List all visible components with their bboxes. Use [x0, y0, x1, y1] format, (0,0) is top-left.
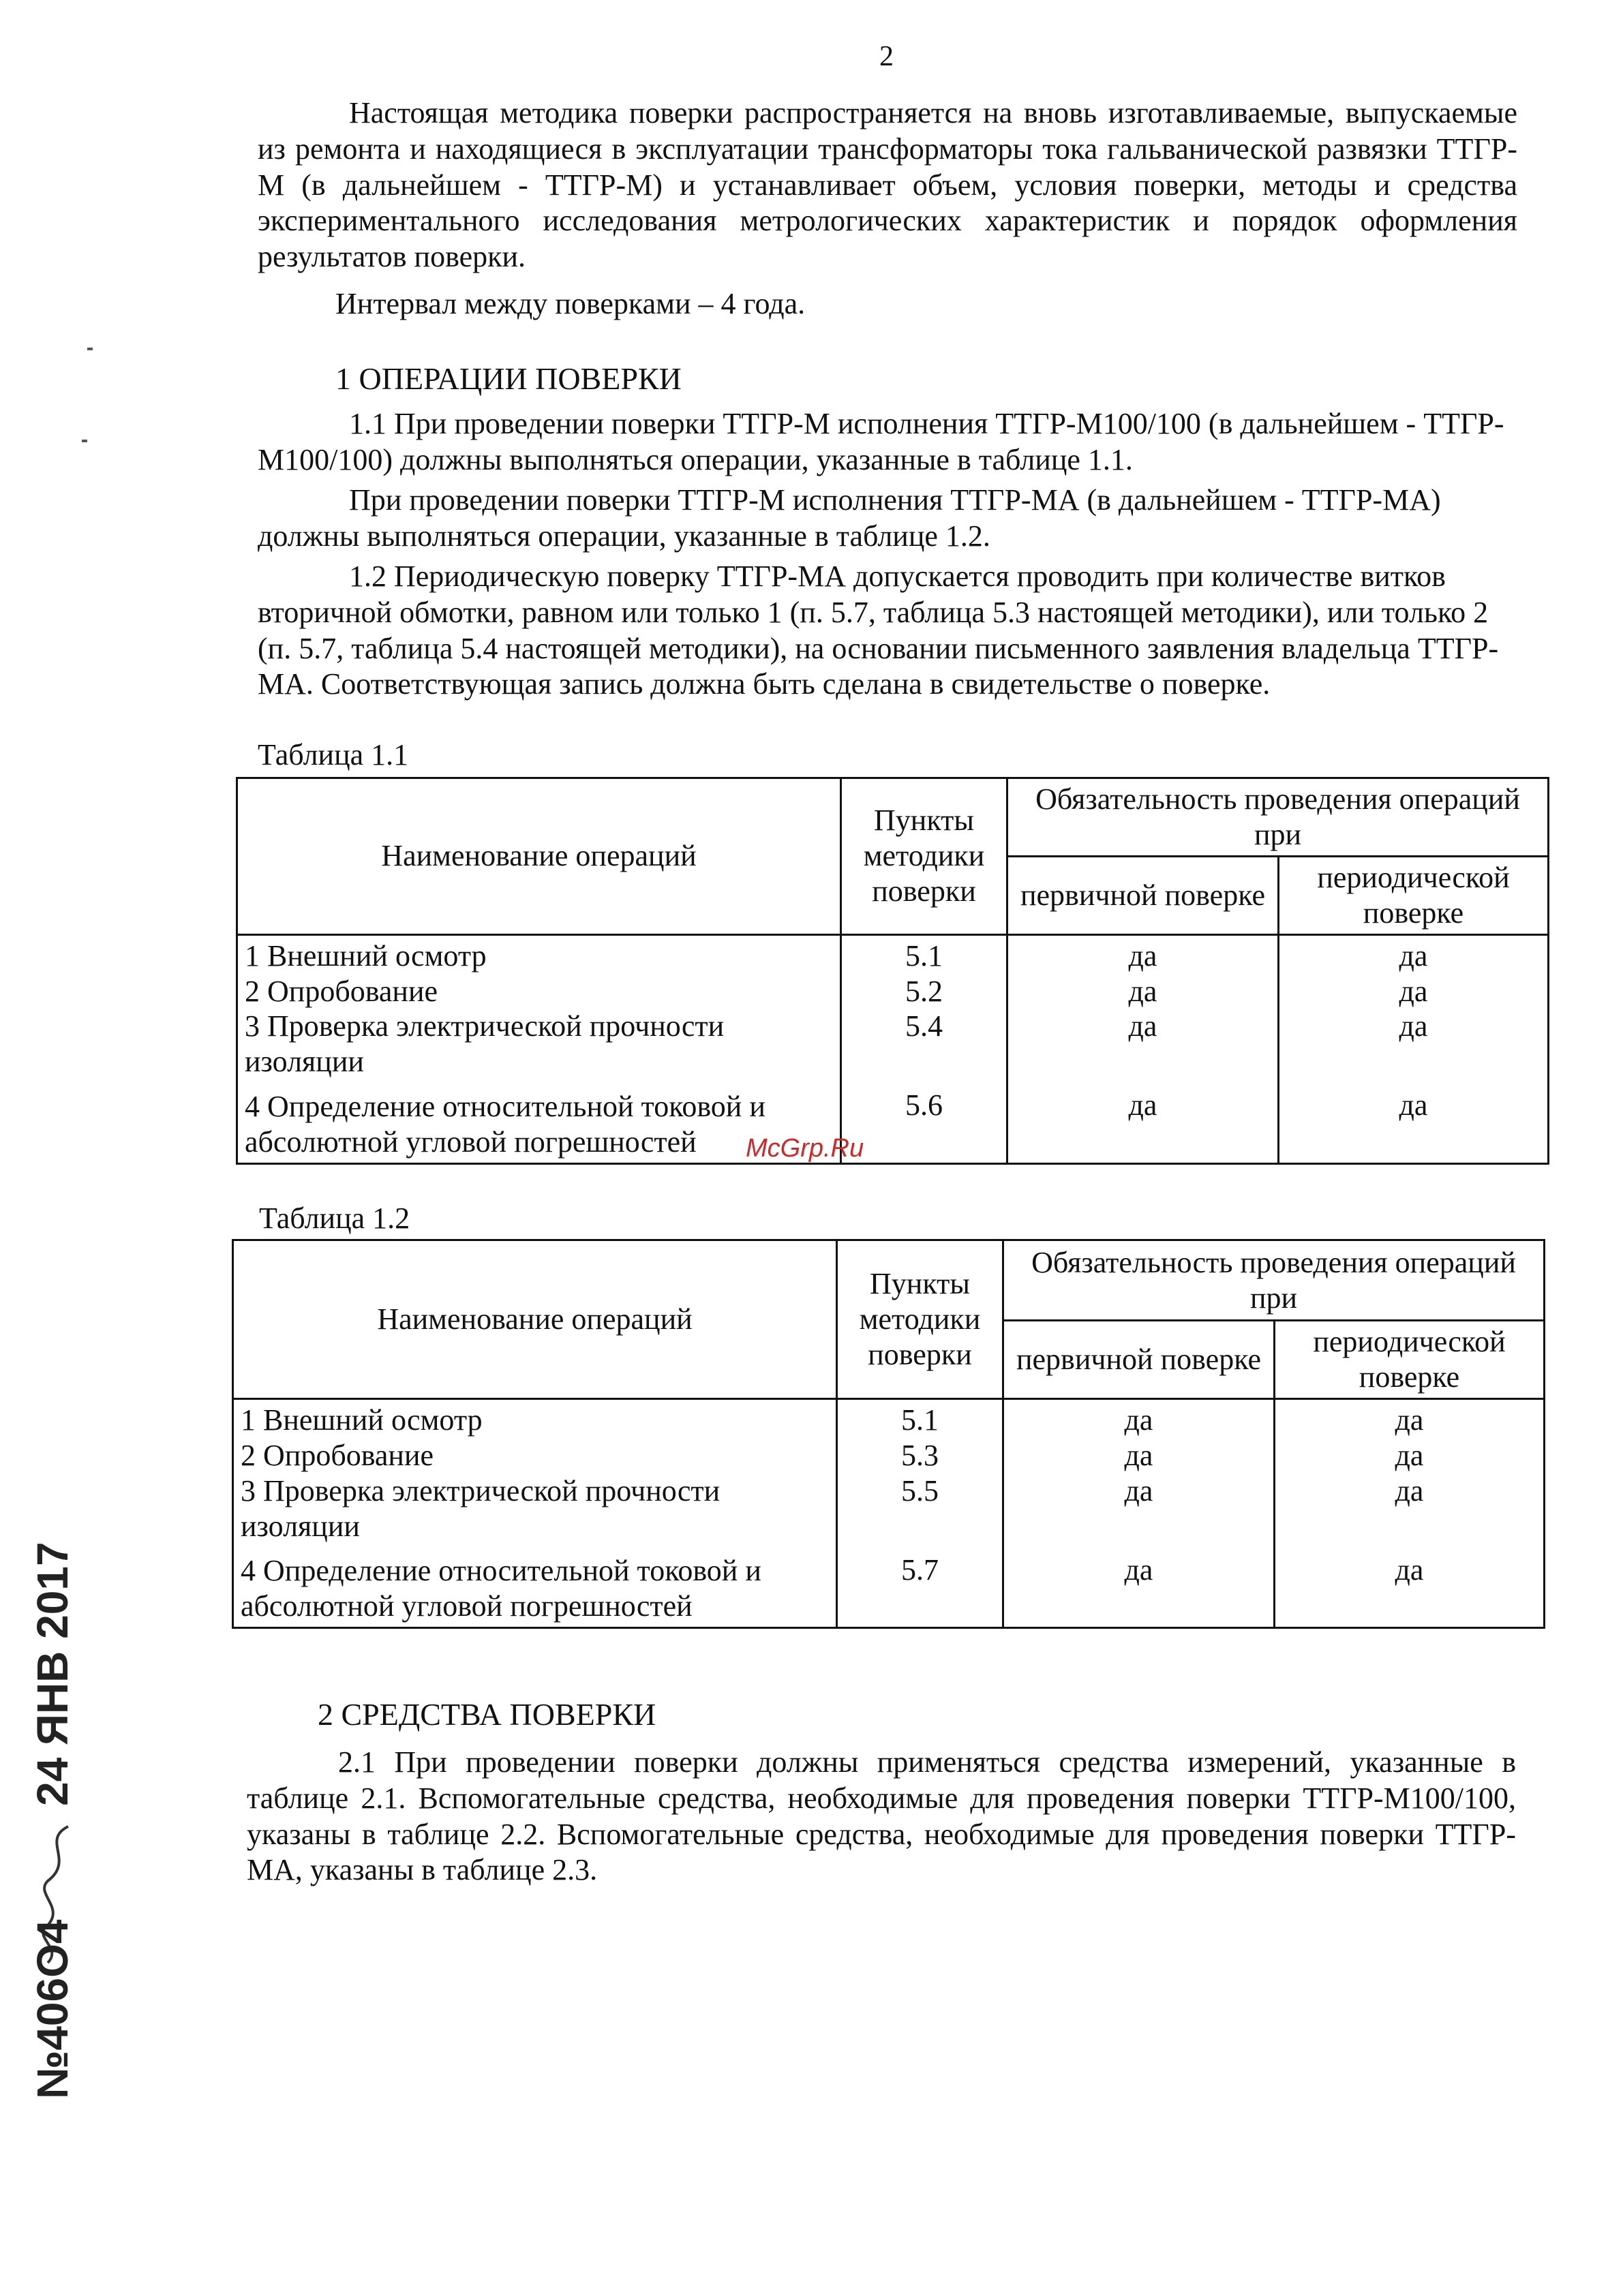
table-row-point: 5.5 [901, 1473, 939, 1507]
table-row-name: 2 Опробование [241, 1438, 434, 1472]
margin-stamp [14, 1520, 95, 2106]
table-row-name: 3 Проверка электрической прочности изоляции [241, 1473, 721, 1543]
table-row-periodic: да [1395, 1438, 1424, 1472]
table-row-point: 5.3 [901, 1438, 939, 1472]
table-1-2 [232, 1239, 1545, 1629]
intro-paragraph: Настоящая методика поверки распространяется на вновь изготавливаемые, выпускаемые из ремонта и находящиеся в эксплуатации трансформаторы тока гальванической развязки ТТГР-М (в дальнейшем - ТТГР-М) и устанавливает объем, условия поверки, методы и средства экспериментального исследования метрологических характеристик и порядок оформления результатов поверки. [258, 96, 1517, 274]
table-row-primary: да [1128, 1009, 1157, 1043]
table-row-name: 3 Проверка электрической прочности изоляции [245, 1009, 725, 1079]
stamp-number: №406О4 [28, 1919, 77, 2099]
table-row-point: 5.1 [901, 1403, 939, 1437]
section-1-title: 1 ОПЕРАЦИИ ПОВЕРКИ [335, 361, 682, 396]
table-1-2-caption: Таблица 1.2 [259, 1201, 410, 1235]
table-row-periodic: да [1399, 938, 1428, 973]
table-row-primary: да [1124, 1473, 1153, 1507]
primary-column [1003, 1398, 1275, 1627]
table-row-primary: да [1124, 1552, 1153, 1587]
table-row-point: 5.4 [905, 1009, 943, 1043]
periodic-column [1275, 1398, 1545, 1627]
table-row-primary: да [1128, 938, 1157, 973]
scan-mark [82, 440, 87, 442]
header-primary: первичной поверке [1007, 856, 1279, 934]
table-row-periodic: да [1399, 974, 1428, 1008]
header-primary: первичной поверке [1003, 1321, 1275, 1399]
points-column [837, 1398, 1003, 1627]
table-row-periodic: да [1399, 1088, 1428, 1122]
periodic-column [1279, 934, 1549, 1163]
table-row-periodic: да [1395, 1552, 1424, 1587]
primary-column [1007, 934, 1279, 1163]
table-1-1 [236, 777, 1549, 1165]
header-periodic: периодической поверке [1275, 1321, 1545, 1399]
operations-column [233, 1398, 837, 1627]
table-row-name: 1 Внешний осмотр [245, 938, 487, 973]
table-row-name: 2 Опробование [245, 974, 438, 1008]
header-method-points: Пункты методики поверки [837, 1240, 1003, 1399]
table-row-primary: да [1124, 1403, 1153, 1437]
table-row-primary: да [1124, 1438, 1153, 1472]
table-row-point: 5.6 [905, 1088, 943, 1122]
header-obligation: Обязательность проведения операций при [1003, 1240, 1545, 1321]
table-row-periodic: да [1395, 1473, 1424, 1507]
table-row-name: 4 Определение относительной токовой и абсолютной угловой погрешностей [241, 1554, 761, 1623]
points-column [841, 934, 1007, 1163]
stamp-date: 24 ЯНВ 2017 [28, 1542, 77, 1806]
table-row-name: 1 Внешний осмотр [241, 1403, 483, 1437]
table-row-point: 5.1 [905, 938, 943, 973]
table-row-name: 4 Определение относительной токовой и абсолютной угловой погрешностей [245, 1090, 765, 1159]
header-operation-name: Наименование операций [233, 1240, 837, 1399]
header-obligation: Обязательность проведения операций при [1007, 778, 1549, 857]
section-2-title: 2 СРЕДСТВА ПОВЕРКИ [318, 1697, 656, 1732]
paragraph-1-2: 1.2 Периодическую поверку ТТГР-МА допускается проводить при количестве витков вторичной обмотки, равном или только 1 (п. 5.7, таблица 5.3 настоящей методики), или только 2 (п. 5.7, таблица 5.4 настоящей методики), на основании письменного заявления владельца ТТГР-МА. Соответствующая запись должна быть сделана в свидетельстве о поверке. [258, 560, 1499, 701]
paragraph-2-1: 2.1 При проведении поверки должны применяться средства измерений, указанные в таблице 2.1. Вспомогательные средства, необходимые для проведения поверки ТТГР-М100/100, указаны в таблице 2.2. Вспомогательные средства, необходимые для проведения поверки ТТГР-МА, указаны в таблице 2.3. [247, 1745, 1516, 1887]
table-row-point: 5.7 [901, 1552, 939, 1587]
header-operation-name: Наименование операций [237, 778, 841, 935]
table-row-primary: да [1128, 1088, 1157, 1122]
operations-column [237, 934, 841, 1163]
table-1-1-caption: Таблица 1.1 [258, 738, 409, 771]
table-row-point: 5.2 [905, 974, 943, 1008]
header-method-points: Пункты методики поверки [841, 778, 1007, 935]
paragraph-1-1: 1.1 При проведении поверки ТТГР-М исполнения ТТГР-М100/100 (в дальнейшем - ТТГР-М100/100) должны выполняться операции, указанные в таблице 1.1. [258, 407, 1504, 476]
header-periodic: периодической поверке [1279, 856, 1549, 934]
table-row-periodic: да [1399, 1009, 1428, 1043]
scan-mark [87, 348, 93, 350]
interval-text: Интервал между поверками – 4 года. [335, 287, 806, 320]
page-number: 2 [879, 41, 894, 72]
watermark: McGrp.Ru [746, 1134, 864, 1163]
table-row-primary: да [1128, 974, 1157, 1008]
paragraph-1-1b: При проведении поверки ТТГР-М исполнения ТТГР-МА (в дальнейшем - ТТГР-МА) должны выполняться операции, указанные в таблице 1.2. [258, 483, 1441, 553]
table-row-periodic: да [1395, 1403, 1424, 1437]
